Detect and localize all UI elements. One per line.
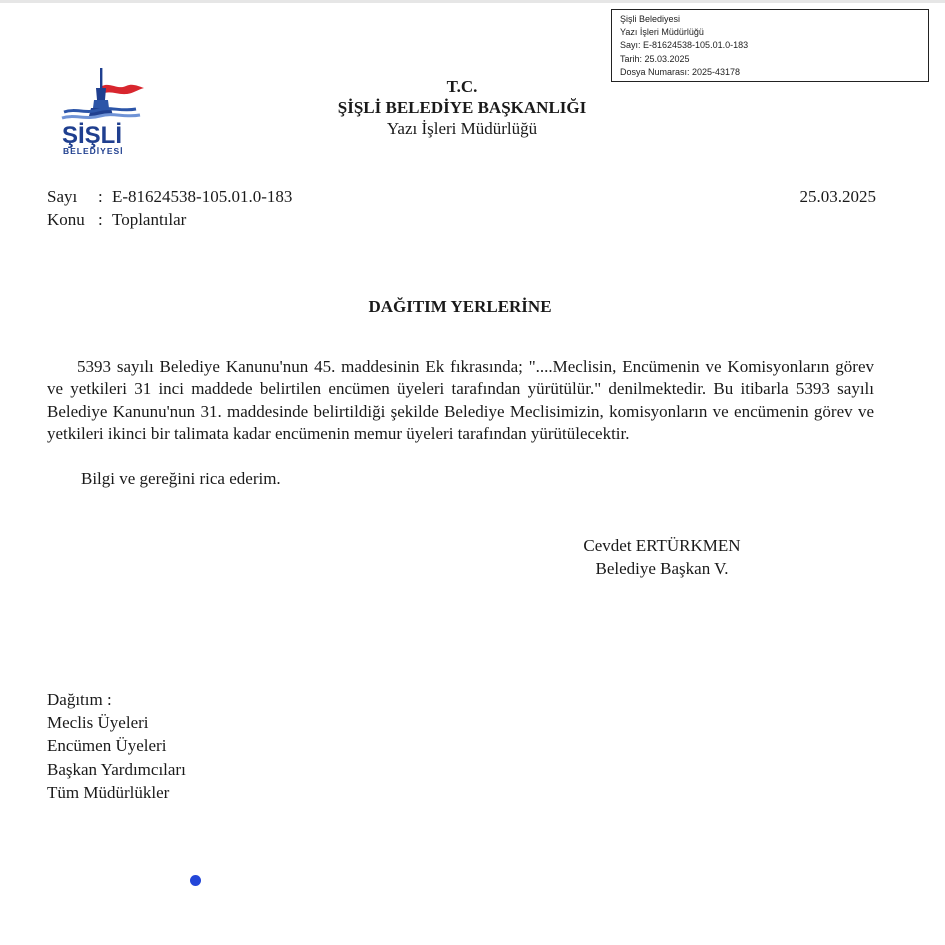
reference-number-label: Sayı	[47, 187, 78, 206]
body-paragraph: 5393 sayılı Belediye Kanunu'nun 45. maddesinin Ek fıkrasında; "....Meclisin, Encümenin ve Komisyonların görev ve yetkileri 31 inci maddede belirtilen encümen üyeleri tarafından yürütülür." denilmektedir. Bu itibarla 5393 sayılı Belediye Kanunu'nun 31. maddesinde belirtildiği şekilde Belediye Meclisimizin, komisyonların ve encümenin görev ve yetkileri ikinci bir talimata kadar encümenin memur üyeleri tarafından yürütülecektir.	[47, 357, 874, 443]
meta-date: Tarih: 25.03.2025	[620, 53, 690, 64]
reference-number-value: E-81624538-105.01.0-183	[112, 187, 293, 206]
distribution-label: Dağıtım :	[47, 690, 112, 709]
subject-label: Konu	[47, 210, 85, 229]
meta-number: Sayı: E-81624538-105.01.0-183	[620, 40, 749, 51]
document-date: 25.03.2025	[799, 187, 876, 206]
meta-file-number: Dosya Numarası: 2025-43178	[620, 66, 741, 77]
logo-spire-icon	[100, 68, 102, 88]
subject-separator: :	[98, 210, 103, 229]
meta-department: Yazı İşleri Müdürlüğü	[620, 27, 704, 38]
logo-flag-icon	[102, 85, 144, 94]
distribution-item: Encümen Üyeleri	[47, 736, 167, 756]
signature-block	[560, 535, 764, 580]
logo-wordmark: ŞİŞLİ	[62, 122, 123, 149]
signatory-title: Belediye Başkan V.	[595, 558, 729, 578]
signatory-name: Cevdet ERTÜRKMEN	[583, 536, 741, 555]
letterhead-tc: T.C.	[446, 77, 478, 96]
letterhead	[300, 76, 624, 140]
blue-dot-marker	[190, 875, 201, 886]
distribution-item: Tüm Müdürlükler	[47, 782, 170, 802]
letterhead-department: Yazı İşleri Müdürlüğü	[386, 119, 538, 138]
closing-line: Bilgi ve gereğini rica ederim.	[81, 469, 281, 488]
addressee-heading: DAĞITIM YERLERİNE	[368, 297, 552, 316]
distribution-item: Meclis Üyeleri	[47, 713, 149, 733]
logo-subtitle: BELEDİYESİ	[63, 146, 124, 156]
sisli-municipality-logo	[58, 64, 148, 156]
subject-value: Toplantılar	[112, 210, 187, 229]
meta-institution: Şişli Belediyesi	[620, 14, 681, 24]
logo-graphic	[58, 64, 148, 156]
reference-number-separator: :	[98, 187, 103, 206]
subject-row	[47, 209, 186, 231]
distribution-list	[47, 688, 186, 804]
top-rule	[0, 0, 945, 3]
letterhead-organization: ŞİŞLİ BELEDİYE BAŞKANLIĞI	[337, 98, 587, 117]
distribution-item: Başkan Yardımcıları	[47, 759, 186, 779]
reference-number-row	[47, 186, 292, 208]
document-meta-box	[611, 9, 929, 82]
